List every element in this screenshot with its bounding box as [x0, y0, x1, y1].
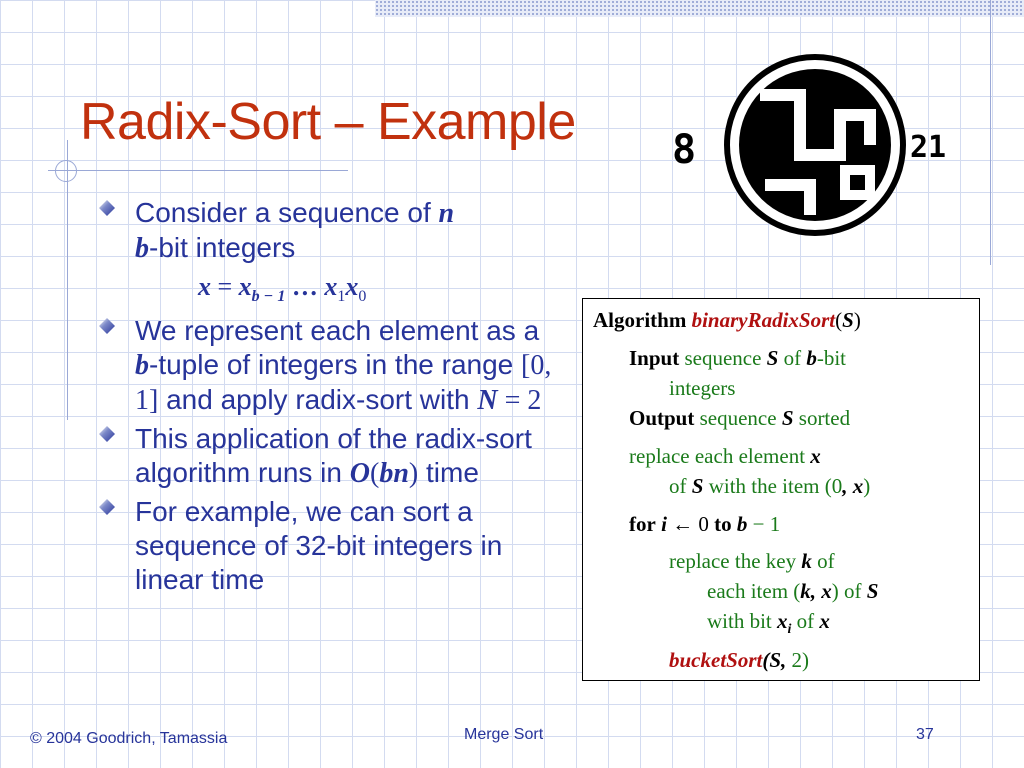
diamond-bullet-icon — [99, 426, 115, 442]
bullet-item: Consider a sequence of n b-bit integers — [98, 196, 568, 266]
algorithm-header: Algorithm binaryRadixSort(S) — [593, 308, 861, 332]
output-line: Output sequence S sorted — [629, 406, 851, 430]
replace-line-cont: of S with the item (0, x) — [669, 474, 871, 498]
top-decorative-band — [375, 0, 1024, 17]
key-line-cont: each item (k, x) of S — [707, 579, 879, 603]
diamond-bullet-icon — [99, 318, 115, 334]
input-line-cont: integers — [669, 376, 736, 400]
bit-formula: $x = x_{b - 1}$ … $x_1x_0$ — [198, 272, 367, 305]
for-line: for i ← 0 to b − 1 — [629, 512, 781, 536]
decor-horizontal-line — [48, 170, 348, 171]
logo-digits-right: 21 — [910, 130, 947, 165]
footer-topic: Merge Sort — [464, 726, 544, 743]
logo-digit-left: 8 — [672, 127, 697, 173]
bullet-list — [98, 196, 568, 601]
replace-line: replace each element x — [629, 444, 821, 468]
bucket-sort-line: bucketSort(S, 2) — [669, 648, 810, 672]
bullet-item: This application of the radix-sort algorithm runs in O(bn) time — [98, 422, 568, 491]
decor-ring — [55, 160, 77, 182]
algorithm-box — [582, 298, 980, 681]
bullet-item: We represent each element as a b-tuple of integers in the range [0, 1] and apply radix-sort with N = 2 — [98, 314, 568, 418]
key-line: replace the key k of — [669, 549, 835, 573]
footer-page-number: 37 — [916, 726, 934, 743]
diamond-bullet-icon — [99, 200, 115, 216]
diamond-bullet-icon — [99, 499, 115, 515]
footer-copyright: © 2004 Goodrich, Tamassia — [30, 730, 228, 747]
radix-sort-wheel-logo — [670, 45, 960, 245]
decor-vertical-line — [67, 140, 68, 420]
input-line: Input sequence S of b-bit — [629, 346, 847, 370]
slide-title: Radix-Sort – Example — [80, 93, 576, 151]
decor-vertical-line-right — [990, 0, 991, 265]
key-line-bit: with bit $x_i$ of x — [707, 609, 830, 638]
bullet-item: For example, we can sort a sequence of 32-bit integers in linear time — [98, 495, 568, 597]
